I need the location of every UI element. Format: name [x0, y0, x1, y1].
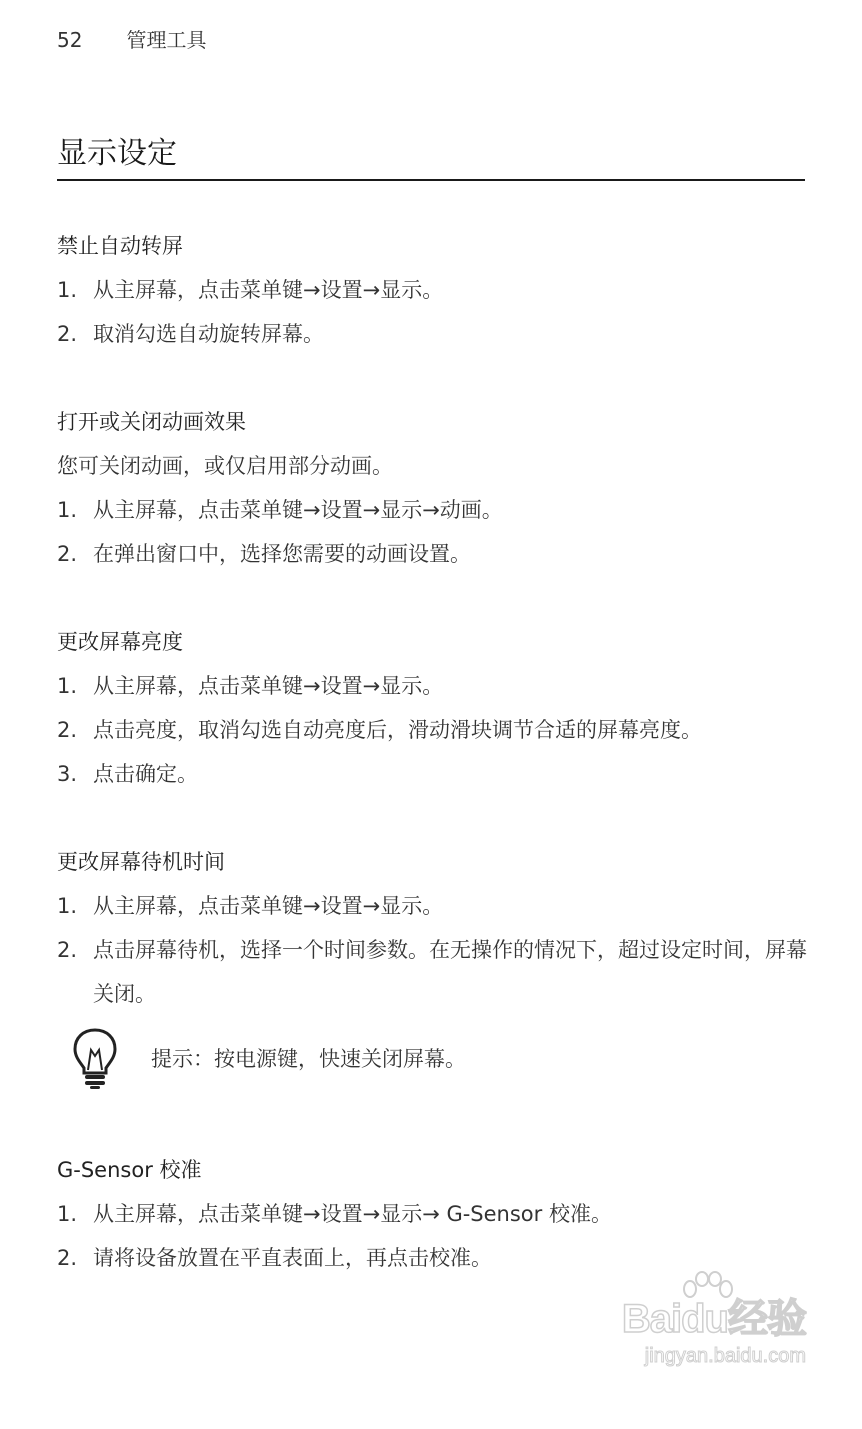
step-item	[57, 532, 807, 576]
step-item	[57, 664, 807, 708]
step-text: 点击确定。	[93, 762, 198, 786]
step-text: 点击亮度，取消勾选自动亮度后，滑动滑块调节合适的屏幕亮度。	[93, 718, 702, 742]
step-number: 1.	[57, 278, 78, 302]
section-heading: 更改屏幕亮度	[57, 630, 183, 654]
step-text: 点击屏幕待机，选择一个时间参数。在无操作的情况下，超过设定时间，屏幕关闭。	[93, 938, 807, 1006]
step-number: 3.	[57, 762, 78, 786]
section-heading: G-Sensor 校准	[57, 1158, 202, 1182]
chapter-title: 管理工具	[126, 28, 207, 52]
section-heading: 更改屏幕待机时间	[57, 850, 225, 874]
section-heading: 禁止自动转屏	[57, 234, 183, 258]
step-item	[57, 488, 807, 532]
step-text: 请将设备放置在平直表面上，再点击校准。	[93, 1246, 492, 1270]
paw-icon	[680, 1271, 736, 1311]
step-text: 从主屏幕，点击菜单键→设置→显示。	[93, 674, 444, 698]
section-heading: 打开或关闭动画效果	[57, 410, 246, 434]
section-intro: 您可关闭动画，或仅启用部分动画。	[57, 454, 393, 478]
step-item	[57, 752, 807, 796]
tip-box	[57, 1026, 807, 1090]
tip-text: 提示：按电源键，快速关闭屏幕。	[151, 1047, 466, 1071]
step-number: 1.	[57, 498, 78, 522]
step-item	[57, 884, 807, 928]
section-screen-timeout	[57, 840, 807, 1090]
step-item	[57, 268, 807, 312]
page-number: 52	[57, 28, 83, 52]
section-disable-auto-rotate	[57, 224, 807, 356]
title-divider	[57, 179, 805, 181]
step-item	[57, 708, 807, 752]
step-item	[57, 1192, 807, 1236]
step-number: 1.	[57, 674, 78, 698]
step-text: 取消勾选自动旋转屏幕。	[93, 322, 324, 346]
step-number: 2.	[57, 1246, 78, 1270]
step-text: 在弹出窗口中，选择您需要的动画设置。	[93, 542, 471, 566]
section-gsensor-calibration	[57, 1148, 807, 1280]
lightbulb-icon	[65, 1026, 125, 1090]
section-screen-brightness	[57, 620, 807, 796]
step-number: 1.	[57, 1202, 78, 1226]
step-number: 2.	[57, 938, 78, 962]
step-number: 2.	[57, 322, 78, 346]
watermark-logo: Baidu经验	[621, 1297, 806, 1341]
main-content	[57, 224, 807, 1324]
step-item	[57, 312, 807, 356]
step-number: 1.	[57, 894, 78, 918]
step-text: 从主屏幕，点击菜单键→设置→显示→ G-Sensor 校准。	[93, 1202, 612, 1226]
section-animation-effects	[57, 400, 807, 576]
step-item	[57, 928, 807, 1016]
watermark-url: jingyan.baidu.com	[644, 1345, 806, 1367]
baidu-watermark	[606, 1295, 806, 1395]
step-number: 2.	[57, 542, 78, 566]
step-text: 从主屏幕，点击菜单键→设置→显示→动画。	[93, 498, 503, 522]
step-number: 2.	[57, 718, 78, 742]
page-title: 显示设定	[57, 136, 177, 171]
page-header	[57, 26, 206, 54]
step-text: 从主屏幕，点击菜单键→设置→显示。	[93, 278, 444, 302]
step-text: 从主屏幕，点击菜单键→设置→显示。	[93, 894, 444, 918]
